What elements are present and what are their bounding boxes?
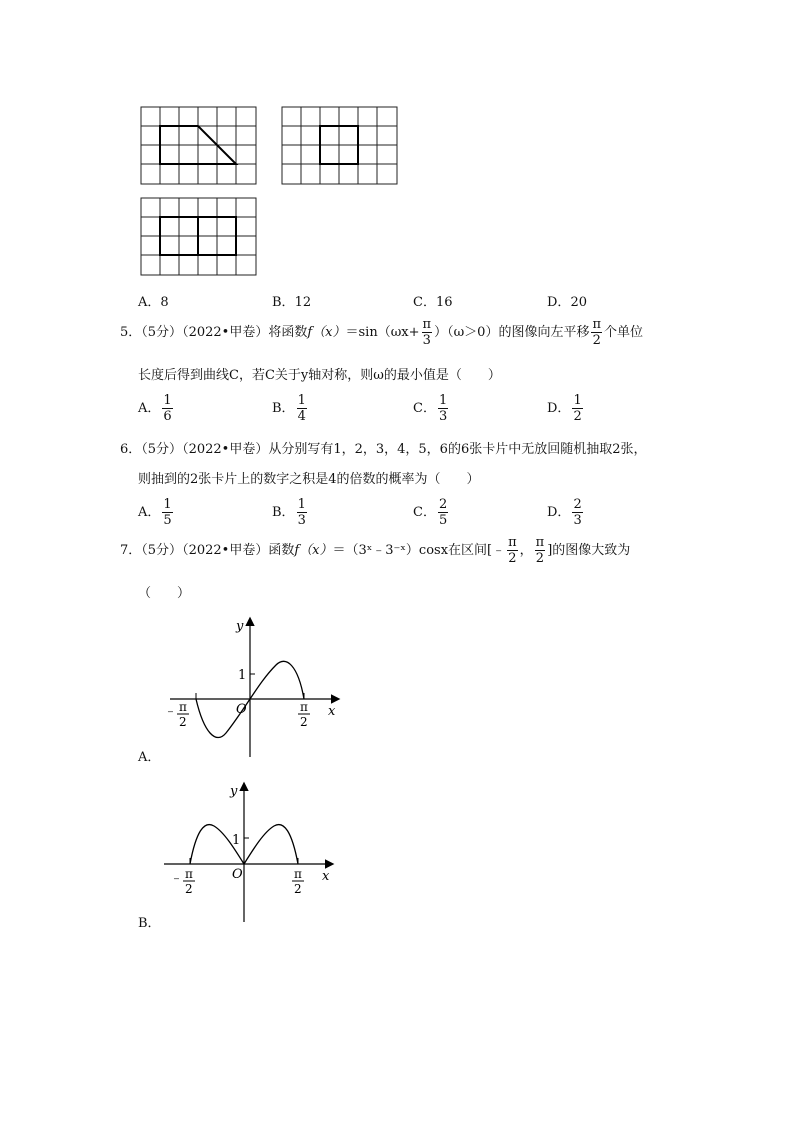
q6-option-a[interactable] xyxy=(138,498,175,527)
q5-option-d[interactable] xyxy=(547,394,585,423)
q6-stem-line2: 则抽到的2张卡片上的数字之积是4的倍数的概率为（ ） xyxy=(138,472,480,487)
pi-label: π xyxy=(179,700,187,714)
two-label: 2 xyxy=(300,715,308,729)
question-source: （2022•甲卷） xyxy=(182,325,269,340)
graph-option-b[interactable] xyxy=(160,780,345,925)
q7-stem-line1 xyxy=(120,536,630,565)
q6-stem-line1 xyxy=(120,438,647,457)
fraction-pi-over-2: $\frac{\pi}{2}$ xyxy=(508,535,517,566)
question-score: （5分） xyxy=(141,325,183,340)
q5-option-c[interactable] xyxy=(413,394,450,423)
option-fraction: $\frac{2}{3}$ xyxy=(573,497,582,528)
question-number: 6． xyxy=(120,442,142,457)
option-letter: B． xyxy=(272,295,295,310)
option-value: 16 xyxy=(435,295,453,310)
q5-option-b[interactable] xyxy=(272,394,309,423)
stem-text: 函数 xyxy=(268,543,295,558)
fraction-pi-over-3: $\frac{\pi}{3}$ xyxy=(422,317,432,348)
option-fraction: $\frac{1}{2}$ xyxy=(573,393,582,424)
question-score: （5分） xyxy=(141,442,183,457)
question-number: 7． xyxy=(120,543,142,558)
q6-option-b[interactable] xyxy=(272,498,309,527)
option-letter: A． xyxy=(138,505,161,520)
option-letter: C． xyxy=(413,295,436,310)
q4-option-d[interactable] xyxy=(547,291,587,310)
stem-text: ＝（3ˣ﹣3⁻ˣ）cosx在区间[﹣ xyxy=(332,543,506,558)
option-letter: B． xyxy=(272,401,295,416)
two-label: 2 xyxy=(185,882,193,896)
origin-label: O xyxy=(232,867,243,882)
grid-figure-2 xyxy=(281,106,399,186)
option-letter: B． xyxy=(272,505,295,520)
option-letter: A． xyxy=(138,295,161,310)
option-fraction: $\frac{1}{3}$ xyxy=(297,497,306,528)
option-fraction: $\frac{1}{6}$ xyxy=(163,393,172,424)
separator: ， xyxy=(519,543,533,558)
one-label: 1 xyxy=(232,833,241,848)
stem-text: 个单位 xyxy=(604,325,644,340)
stem-text: 从分别写有1，2，3，4，5，6的6张卡片中无放回随机抽取2张， xyxy=(268,442,647,457)
neg-sign: ﹣ xyxy=(164,704,178,719)
question-source: （2022•甲卷） xyxy=(182,442,269,457)
stem-text: ]的图像大致为 xyxy=(547,543,631,558)
question-number: 5． xyxy=(120,325,142,340)
question-source: （2022•甲卷） xyxy=(182,543,269,558)
fraction-pi-over-2: $\frac{\pi}{2}$ xyxy=(535,535,545,566)
y-label: y xyxy=(236,619,244,634)
function-fx: f（x） xyxy=(294,543,333,558)
option-letter: D． xyxy=(547,505,571,520)
one-label: 1 xyxy=(238,668,247,683)
q4-option-a[interactable] xyxy=(138,291,169,310)
q7-answer-paren: （ ） xyxy=(138,586,191,601)
fraction-pi-over-2: $\frac{\pi}{2}$ xyxy=(592,317,601,348)
x-label: x xyxy=(322,869,330,884)
graph-option-a[interactable] xyxy=(160,615,345,760)
grid-figure-3 xyxy=(140,197,258,277)
stem-text: ）（ω＞0）的图像向左平移 xyxy=(434,325,590,340)
function-fx: f（x） xyxy=(307,325,346,340)
option-fraction: $\frac{1}{3}$ xyxy=(438,393,448,424)
option-fraction: $\frac{1}{5}$ xyxy=(163,497,172,528)
pi-label: π xyxy=(300,700,308,714)
option-letter: C． xyxy=(413,505,436,520)
origin-label: O xyxy=(236,702,247,717)
option-value: 8 xyxy=(160,295,169,310)
question-score: （5分） xyxy=(141,543,183,558)
option-letter: D． xyxy=(547,295,571,310)
q5-stem-line2: 长度后得到曲线C，若C关于y轴对称，则ω的最小值是（ ） xyxy=(138,368,501,383)
stem-text: ＝sin（ωx+ xyxy=(345,325,420,340)
two-label: 2 xyxy=(179,715,187,729)
q4-option-c[interactable] xyxy=(413,291,453,310)
pi-label: π xyxy=(294,867,302,881)
option-letter: D． xyxy=(547,401,571,416)
option-fraction: $\frac{1}{4}$ xyxy=(297,393,306,424)
grid-figure-1 xyxy=(140,106,258,186)
q6-option-c[interactable] xyxy=(413,498,450,527)
two-label: 2 xyxy=(294,882,302,896)
pi-label: π xyxy=(185,867,193,881)
option-letter: C． xyxy=(413,401,436,416)
option-value: 12 xyxy=(294,295,312,310)
y-label: y xyxy=(230,784,238,799)
q5-option-a[interactable] xyxy=(138,394,175,423)
option-value: 20 xyxy=(570,295,587,310)
q5-stem-line1 xyxy=(120,318,643,347)
graph-a-label: A． xyxy=(138,750,161,765)
q4-option-b[interactable] xyxy=(272,291,311,310)
q6-option-d[interactable] xyxy=(547,498,585,527)
graph-b-label: B． xyxy=(138,916,161,931)
x-label: x xyxy=(328,704,336,719)
neg-sign: ﹣ xyxy=(170,871,184,886)
option-fraction: $\frac{2}{5}$ xyxy=(438,497,448,528)
option-letter: A． xyxy=(138,401,161,416)
stem-text: 将函数 xyxy=(268,325,308,340)
